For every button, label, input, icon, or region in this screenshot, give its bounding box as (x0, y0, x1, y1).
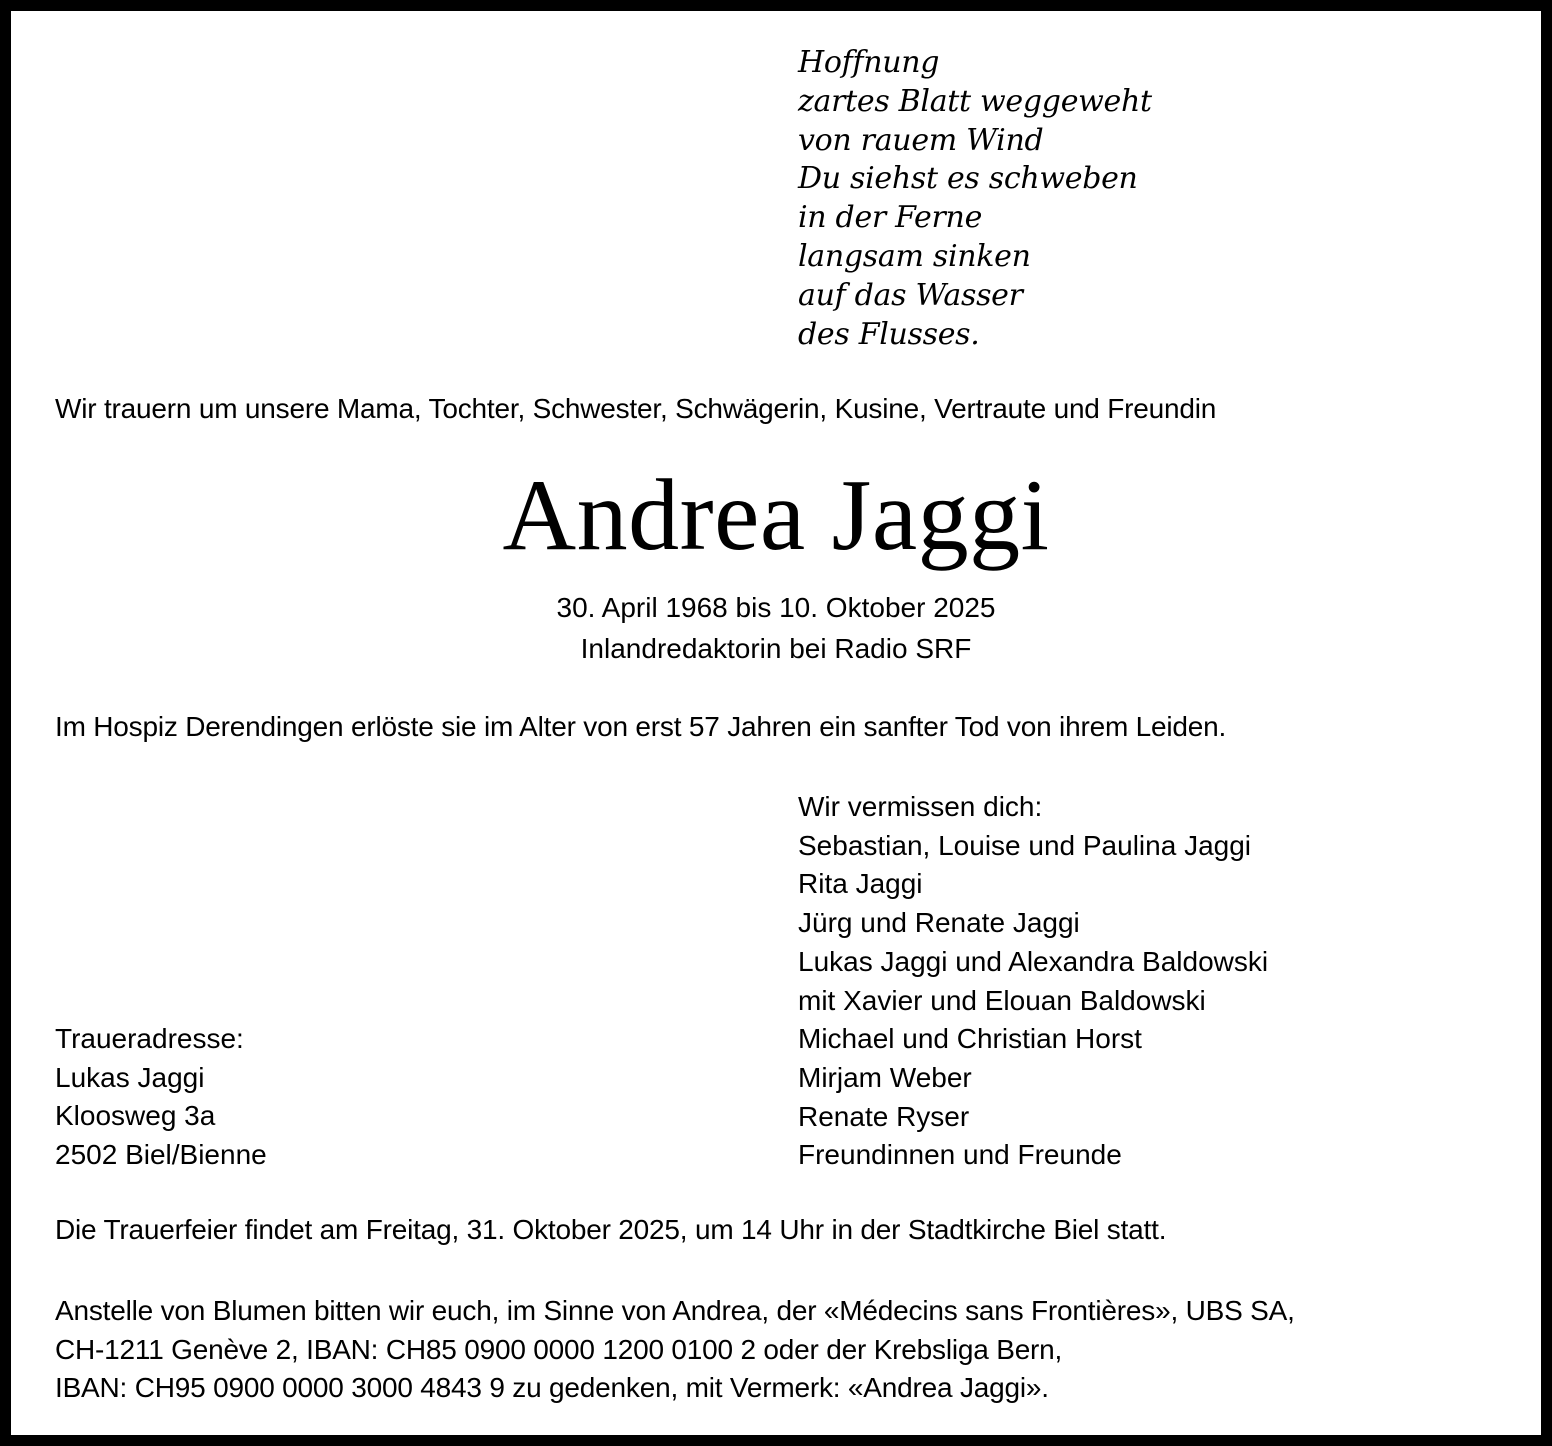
address-line: 2502 Biel/Bienne (55, 1139, 267, 1171)
mourner-line: Rita Jaggi (798, 868, 923, 900)
address-heading: Traueradresse: (55, 1023, 244, 1054)
mourner-line: Michael und Christian Horst (798, 1023, 1142, 1055)
mourners-heading: Wir vermissen dich: (798, 791, 1043, 822)
mourners-list (798, 788, 1268, 1175)
ceremony-text: Die Trauerfeier findet am Freitag, 31. Oktober 2025, um 14 Uhr in der Stadtkirche Biel statt. (55, 1214, 1167, 1245)
poem-line: von rauem Wind (798, 122, 1044, 158)
donation-line: CH-1211 Genève 2, IBAN: CH85 0900 0000 1200 0100 2 oder der Krebsliga Bern, (55, 1333, 1063, 1365)
mourner-line: Renate Ryser (798, 1100, 970, 1132)
deceased-name: Andrea Jaggi (502, 459, 1050, 572)
mourning-address (55, 1020, 267, 1175)
intro-text: Wir trauern um unsere Mama, Tochter, Schwester, Schwägerin, Kusine, Vertraute und Freundin (55, 393, 1217, 424)
address-line: Kloosweg 3a (55, 1100, 216, 1132)
poem-line: auf das Wasser (798, 277, 1023, 313)
poem-line: Hoffnung (798, 45, 940, 80)
mourner-line: mit Xavier und Elouan Baldowski (798, 984, 1206, 1016)
poem-line: Du siehst es schweben (798, 161, 1138, 197)
donation-line: Anstelle von Blumen bitten wir euch, im Sinne von Andrea, der «Médecins sans Frontières», UBS SA, (55, 1295, 1295, 1326)
mourner-line: Freundinnen und Freunde (798, 1139, 1122, 1171)
poem-line: zartes Blatt weggeweht (798, 83, 1152, 119)
mourner-line: Mirjam Weber (798, 1061, 972, 1093)
donation-line: IBAN: CH95 0900 0000 3000 4843 9 zu gedenken, mit Vermerk: «Andrea Jaggi». (55, 1372, 1049, 1404)
hospiz-text: Im Hospiz Derendingen erlöste sie im Alter von erst 57 Jahren ein sanfter Tod von ihrem Leiden. (55, 711, 1227, 742)
poem-line: des Flusses. (798, 316, 980, 352)
mourner-line: Sebastian, Louise und Paulina Jaggi (798, 829, 1252, 861)
donation-text (55, 1292, 1295, 1408)
mourner-line: Lukas Jaggi und Alexandra Baldowski (798, 945, 1269, 977)
poem (798, 44, 1152, 354)
address-line: Lukas Jaggi (55, 1061, 205, 1093)
poem-line: in der Ferne (798, 200, 983, 236)
poem-line: langsam sinken (798, 238, 1031, 274)
occupation: Inlandredaktorin bei Radio SRF (580, 633, 972, 664)
mourner-line: Jürg und Renate Jaggi (798, 907, 1080, 939)
life-dates: 30. April 1968 bis 10. Oktober 2025 (556, 592, 996, 623)
